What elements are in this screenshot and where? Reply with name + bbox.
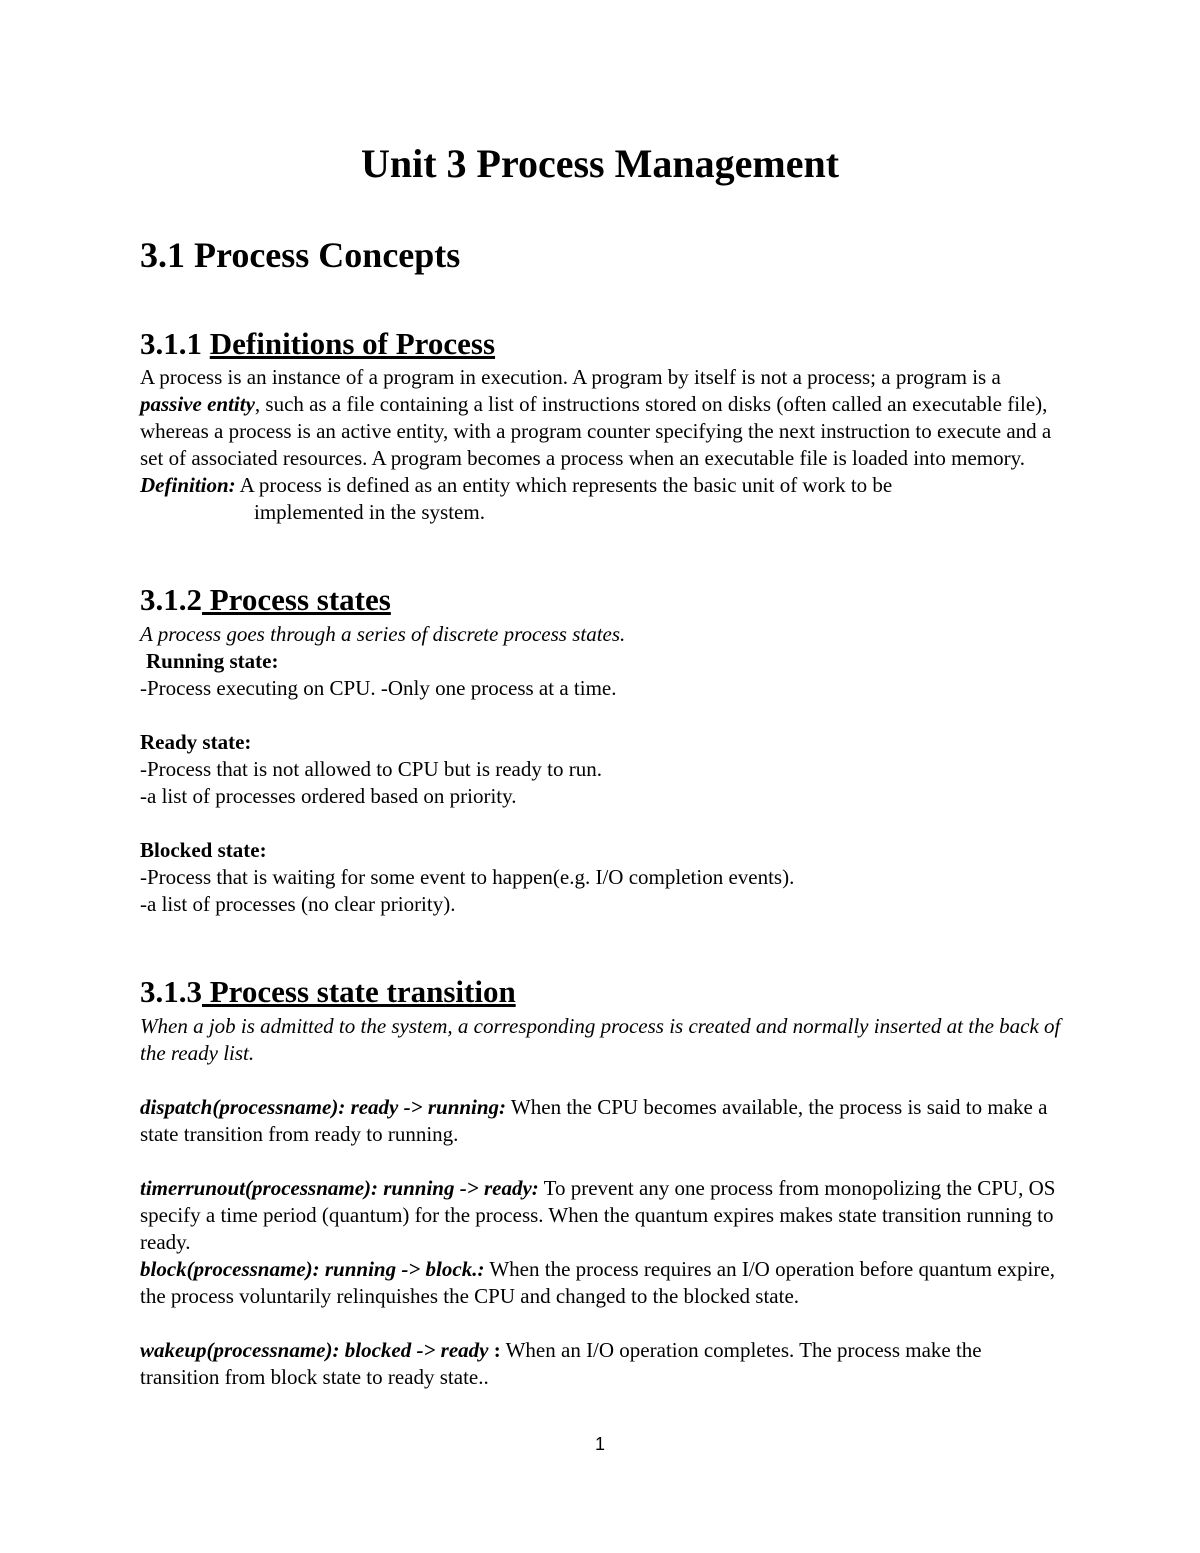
spacer: [140, 810, 1065, 837]
body-text: , such as a file containing a list of instructions stored on disks (often called an executable file), whereas a process is an active entity, with a program counter specifying the next instruction to execute and a set of associated resources. A program becomes a process when an executable file is loaded into memory.: [140, 392, 1052, 470]
wakeup-colon: :: [488, 1338, 501, 1362]
dispatch-label: dispatch(processname): ready -> running:: [140, 1095, 507, 1119]
block-text: When the process requires an I/O operation before quantum expire, the process voluntarily relinquishes the CPU and changed to the blocked state.: [140, 1257, 1055, 1308]
ready-state-line-2: -a list of processes ordered based on priority.: [140, 784, 517, 808]
timerrunout-text: To prevent any one process from monopolizing the CPU, OS specify a time period (quantum) for the process. When the quantum expires makes state transition running to ready.: [140, 1176, 1056, 1254]
subsection-number: 3.1.3: [140, 974, 202, 1009]
subsection-heading-3-1-2: [140, 580, 391, 620]
section-heading-3-1: 3.1 Process Concepts: [140, 235, 461, 275]
dispatch-text: When the CPU becomes available, the process is said to make a state transition from ready to running.: [140, 1095, 1048, 1146]
subsection-heading-3-1-1: [140, 324, 495, 364]
emphasis-text: passive entity: [140, 392, 255, 416]
spacer: [140, 1067, 1065, 1094]
subsection-heading-3-1-3: [140, 972, 516, 1012]
subsection-title: Process state transition: [202, 974, 516, 1009]
spacer: [140, 1148, 1065, 1175]
definition-text: A process is defined as an entity which represents the basic unit of work to be: [239, 473, 893, 497]
page-number: 1: [594, 1434, 605, 1454]
spacer: [140, 1310, 1065, 1337]
running-state-text: -Process executing on CPU. -Only one process at a time.: [140, 676, 617, 700]
block-paragraph: [140, 1256, 1065, 1310]
definition-continuation: implemented in the system.: [254, 500, 485, 524]
running-state-label: Running state:: [146, 649, 279, 673]
dispatch-paragraph: [140, 1094, 1065, 1148]
subsection-title: Process states: [202, 582, 391, 617]
wakeup-label: wakeup(processname): blocked -> ready: [140, 1338, 489, 1362]
subsection-number: 3.1.1: [140, 326, 202, 361]
document-title: Unit 3 Process Management: [360, 141, 840, 186]
timerrunout-paragraph: [140, 1175, 1065, 1256]
subsection-title: Definitions of Process: [209, 326, 496, 361]
ready-state-line-1: -Process that is not allowed to CPU but is ready to run.: [140, 757, 602, 781]
definition-body: [140, 364, 1065, 472]
blocked-state-line-1: -Process that is waiting for some event to happen(e.g. I/O completion events).: [140, 865, 795, 889]
blocked-state-line-2: -a list of processes (no clear priority).: [140, 892, 456, 916]
block-label: block(processname): running -> block.:: [140, 1257, 485, 1281]
transition-intro: When a job is admitted to the system, a corresponding process is created and normally inserted at the back of the ready list.: [140, 1014, 1061, 1065]
definitions-paragraph: [140, 364, 1065, 526]
body-text: A process is an instance of a program in execution. A program by itself is not a process; a program is a: [140, 365, 1001, 389]
wakeup-text: When an I/O operation completes. The process make the transition from block state to ready state..: [140, 1338, 982, 1389]
process-states-block: [140, 621, 1065, 918]
subsection-number: 3.1.2: [140, 582, 202, 617]
timerrunout-label: timerrunout(processname): running -> ready:: [140, 1176, 539, 1200]
states-intro: A process goes through a series of discrete process states.: [140, 622, 626, 646]
wakeup-paragraph: [140, 1337, 1065, 1391]
blocked-state-label: Blocked state:: [140, 838, 267, 862]
ready-state-label: Ready state:: [140, 730, 252, 754]
state-transition-block: [140, 1013, 1065, 1391]
spacer: [140, 702, 1065, 729]
definition-row: [140, 472, 1065, 499]
definition-label: Definition:: [140, 473, 236, 497]
